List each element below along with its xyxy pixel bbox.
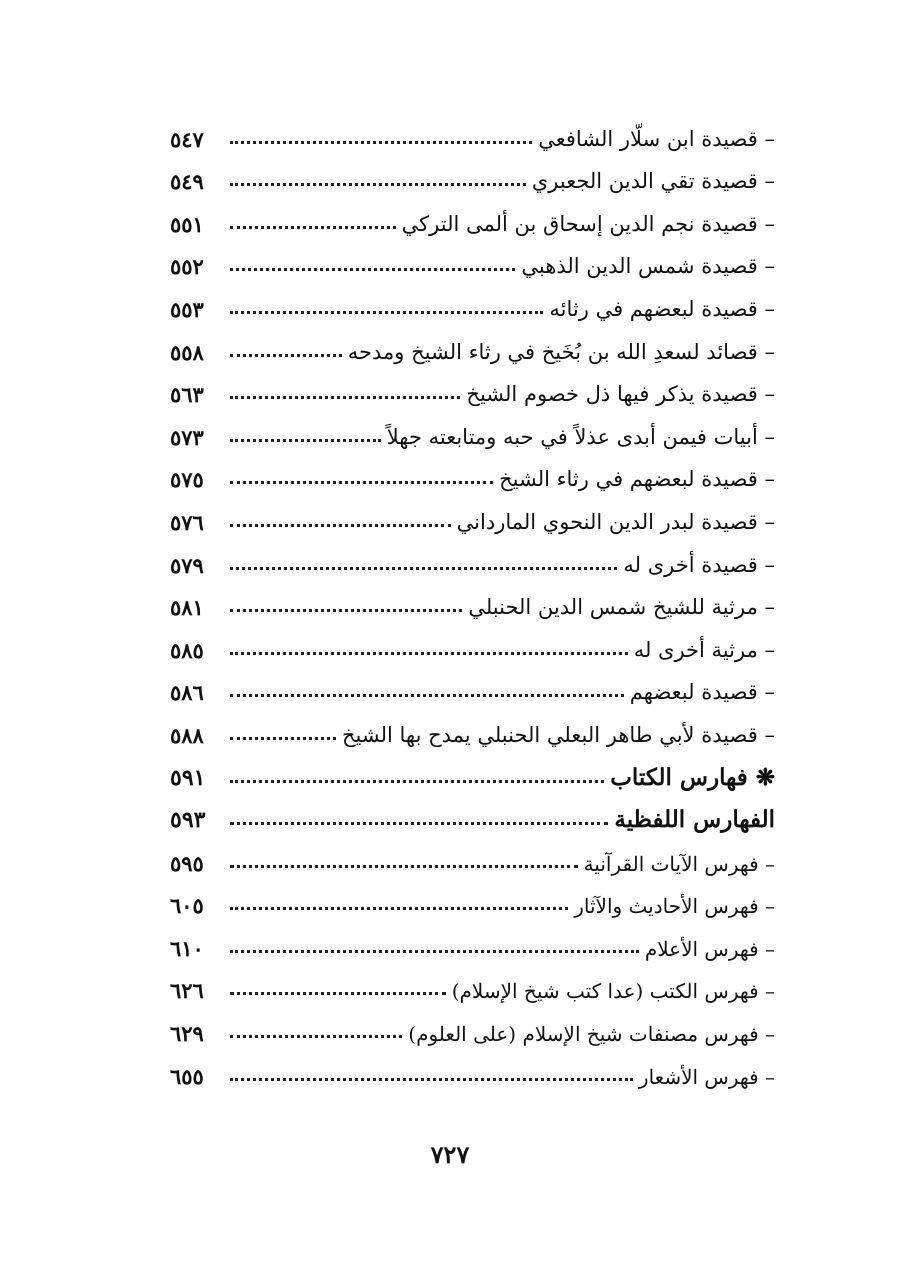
toc-subsection-heading: [170, 789, 775, 832]
toc-entry-page: ٥٨٥: [170, 637, 204, 663]
toc-entry-page: ٥٨١: [170, 595, 204, 621]
toc-entry-title: – قصيدة لبعضهم: [629, 680, 775, 705]
toc-entry-page: ٥٧٩: [170, 552, 204, 578]
toc-entry: [170, 533, 775, 576]
dot-leader: [230, 907, 568, 910]
dot-leader: [230, 481, 493, 484]
toc-entry-page: ٦٢٩: [170, 1021, 204, 1047]
dot-leader: [230, 609, 462, 612]
toc-entry-title: – أبيات فيمن أبدى عذلاً في حبه ومتابعته جهلاً: [386, 424, 775, 449]
toc-entry: [170, 1044, 775, 1087]
toc-entry: [170, 363, 775, 406]
toc-entry: [170, 448, 775, 491]
toc-entry-title: – فهرس الكتب (عدا كتب شيخ الإسلام): [451, 979, 775, 1004]
toc-entry-title: – قصائد لسعدِ الله بن بُخَيخ في رثاء الشيخ ومدحه: [347, 339, 775, 364]
toc-entry-title: – قصيدة لبعضهم في رثاء الشيخ: [499, 467, 775, 492]
dot-leader: [230, 652, 628, 655]
toc-entry-page: ٥٤٩: [170, 169, 204, 195]
toc-entry-page: ٥٨٦: [170, 680, 204, 706]
dot-leader: [230, 865, 578, 868]
toc-entry: [170, 192, 775, 235]
toc-entry-page: ٥٩٥: [170, 850, 204, 876]
toc-entry-title: – فهرس مصنفات شيخ الإسلام (على العلوم): [408, 1022, 775, 1047]
toc-entry: [170, 150, 775, 193]
toc-entry-page: ٥٧٥: [170, 467, 204, 493]
dot-leader: [230, 396, 460, 399]
page-number: ٧٢٧: [430, 1140, 470, 1169]
dot-leader: [230, 524, 451, 527]
toc-entry-title: – قصيدة أخرى له: [623, 552, 775, 577]
toc-entry-title: – قصيدة ابن سلّار الشافعي: [538, 126, 775, 151]
dot-leader: [230, 992, 446, 995]
dot-leader: [230, 226, 396, 229]
toc-entry-page: ٥٤٧: [170, 126, 204, 152]
toc-entry: [170, 490, 775, 533]
dot-leader: [230, 439, 381, 442]
dot-leader: [230, 950, 639, 953]
table-of-contents: [170, 107, 775, 1087]
toc-entry-page: ٥٨٨: [170, 722, 204, 748]
toc-entry-title: – قصيدة لبعضهم في رثائه: [549, 296, 775, 321]
toc-entry: [170, 916, 775, 959]
toc-entry: [170, 661, 775, 704]
dot-leader: [230, 1035, 402, 1038]
toc-entry: [170, 703, 775, 746]
dot-leader: [230, 311, 543, 314]
dot-leader: [230, 141, 532, 144]
toc-entry-page: ٥٥٣: [170, 296, 204, 322]
toc-entry-title: – مرثية أخرى له: [633, 637, 775, 662]
toc-entry-page: ٥٩٣: [170, 807, 206, 834]
toc-entry-page: ٦١٠: [170, 935, 204, 961]
toc-entry-title: – فهرس الأشعار: [638, 1064, 775, 1089]
dot-leader: [230, 737, 336, 740]
toc-entry-page: ٥٥٢: [170, 254, 204, 280]
toc-entry-title: – قصيدة شمس الدين الذهبي: [521, 254, 775, 279]
toc-entry-title: – فهرس الآيات القرآنية: [583, 851, 775, 876]
dot-leader: [230, 694, 624, 697]
dot-leader: [230, 1078, 633, 1081]
toc-entry: [170, 405, 775, 448]
toc-entry-title: – قصيدة لأبي طاهر البعلي الحنبلي يمدح بها الشيخ: [341, 722, 775, 747]
toc-entry: [170, 277, 775, 320]
toc-entry-title: – قصيدة نجم الدين إسحاق بن ألمى التركي: [401, 211, 775, 236]
toc-entry-page: ٥٥٨: [170, 339, 204, 365]
dot-leader: [230, 822, 608, 825]
dot-leader: [230, 567, 617, 570]
toc-entry: [170, 831, 775, 874]
dot-leader: [230, 183, 526, 186]
dot-leader: [230, 780, 604, 783]
toc-entry-page: ٥٥١: [170, 211, 204, 237]
toc-entry-title: – فهرس الأحاديث والآثار: [574, 894, 775, 919]
toc-entry: [170, 618, 775, 661]
toc-entry-page: ٦٥٥: [170, 1063, 204, 1089]
toc-entry: [170, 1001, 775, 1047]
toc-entry-title: – مرثية للشيخ شمس الدين الحنبلي: [468, 595, 775, 620]
toc-entry: [170, 320, 775, 363]
toc-entry: [170, 235, 775, 278]
toc-entry-page: ٥٧٣: [170, 424, 204, 450]
toc-entry-page: ٦٢٦: [170, 978, 204, 1004]
dot-leader: [230, 268, 515, 271]
toc-entry: [170, 874, 775, 917]
toc-entry: [170, 107, 775, 150]
toc-entry: [170, 576, 775, 619]
toc-subsection-title: الفهارس اللفظية: [614, 806, 775, 834]
toc-entry-page: ٥٧٦: [170, 509, 204, 535]
toc-section-heading: [170, 746, 775, 789]
toc-entry-title: – قصيدة لبدر الدين النحوي المارداني: [456, 509, 775, 534]
toc-entry-title: – قصيدة تقي الدين الجعبري: [531, 169, 775, 194]
toc-entry-page: ٥٩١: [170, 764, 206, 791]
toc-section-title: ❋ فهارس الكتاب: [610, 763, 775, 791]
toc-entry-title: – قصيدة يذكر فيها ذل خصوم الشيخ: [466, 382, 775, 407]
dot-leader: [230, 354, 342, 357]
toc-entry: [170, 959, 775, 1002]
toc-entry-page: ٦٠٥: [170, 893, 204, 919]
toc-entry-title: – فهرس الأعلام: [644, 936, 775, 961]
toc-entry-page: ٥٦٣: [170, 382, 204, 408]
